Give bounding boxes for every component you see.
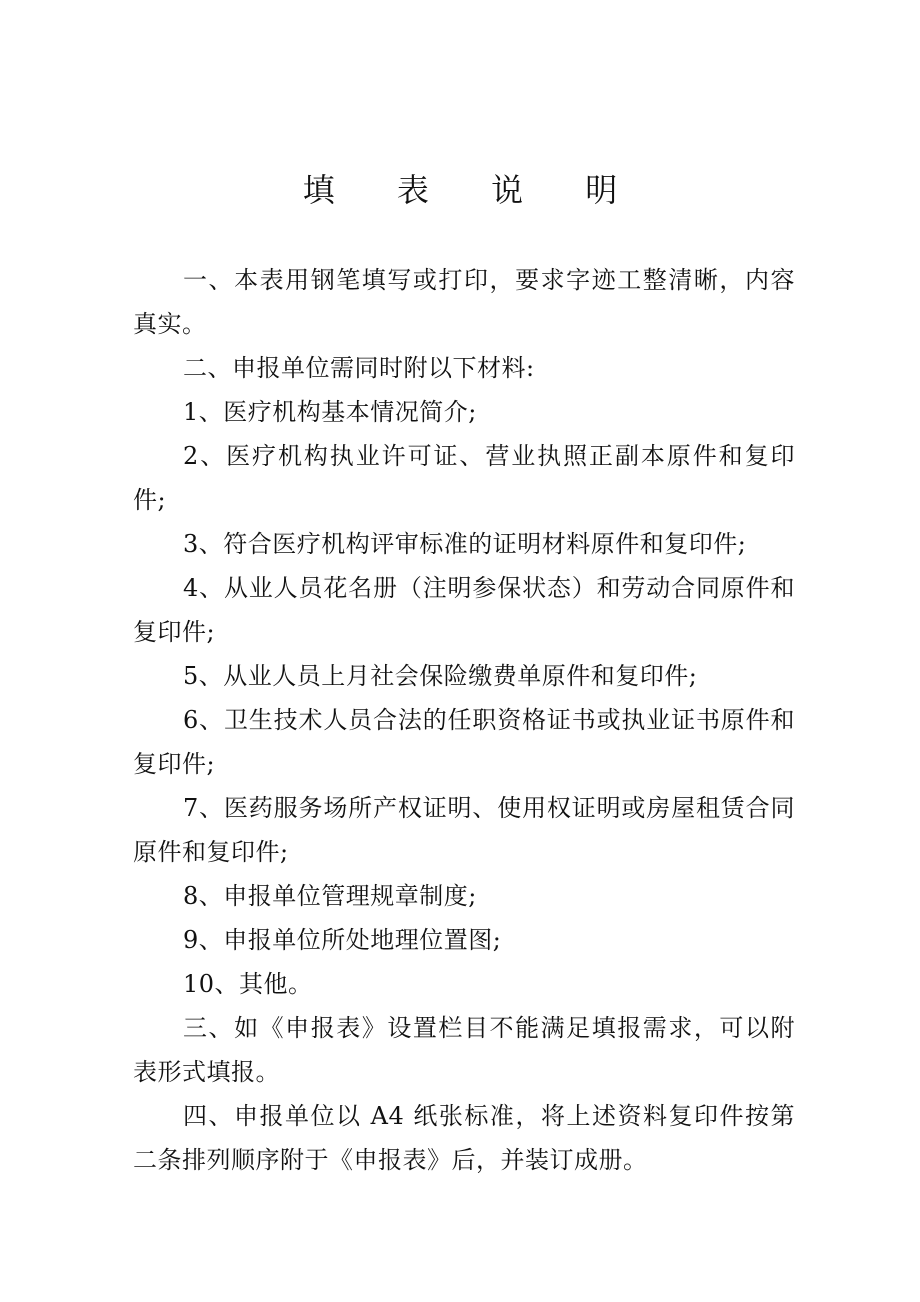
list-item-8: 8、申报单位管理规章制度;	[183, 882, 477, 910]
list-item-5: 5、从业人员上月社会保险缴费单原件和复印件;	[183, 662, 698, 690]
list-item-7: 7、医药服务场所产权证明、使用权证明或房屋租赁合同原件和复印件;	[133, 794, 795, 866]
list-item-1: 1、医疗机构基本情况简介;	[183, 398, 477, 426]
paragraph-1: 一、本表用钢笔填写或打印，要求字迹工整清晰，内容真实。	[133, 266, 795, 338]
page-title: 填 表 说 明	[302, 171, 644, 209]
paragraph-3: 三、如《申报表》设置栏目不能满足填报需求，可以附表形式填报。	[133, 1014, 795, 1086]
list-item-6: 6、卫生技术人员合法的任职资格证书或执业证书原件和复印件;	[133, 706, 795, 778]
list-item-10: 10、其他。	[183, 970, 313, 998]
paragraph-2: 二、申报单位需同时附以下材料:	[183, 354, 535, 382]
list-item-9: 9、申报单位所处地理位置图;	[183, 926, 502, 954]
list-item-2: 2、医疗机构执业许可证、营业执照正副本原件和复印件;	[133, 442, 795, 514]
instructions-body	[133, 258, 795, 1182]
list-item-4: 4、从业人员花名册（注明参保状态）和劳动合同原件和复印件;	[133, 574, 795, 646]
paragraph-4: 四、申报单位以 A4 纸张标准，将上述资料复印件按第二条排列顺序附于《申报表》后，并装订成册。	[133, 1102, 795, 1174]
list-item-3: 3、符合医疗机构评审标准的证明材料原件和复印件;	[183, 530, 747, 558]
